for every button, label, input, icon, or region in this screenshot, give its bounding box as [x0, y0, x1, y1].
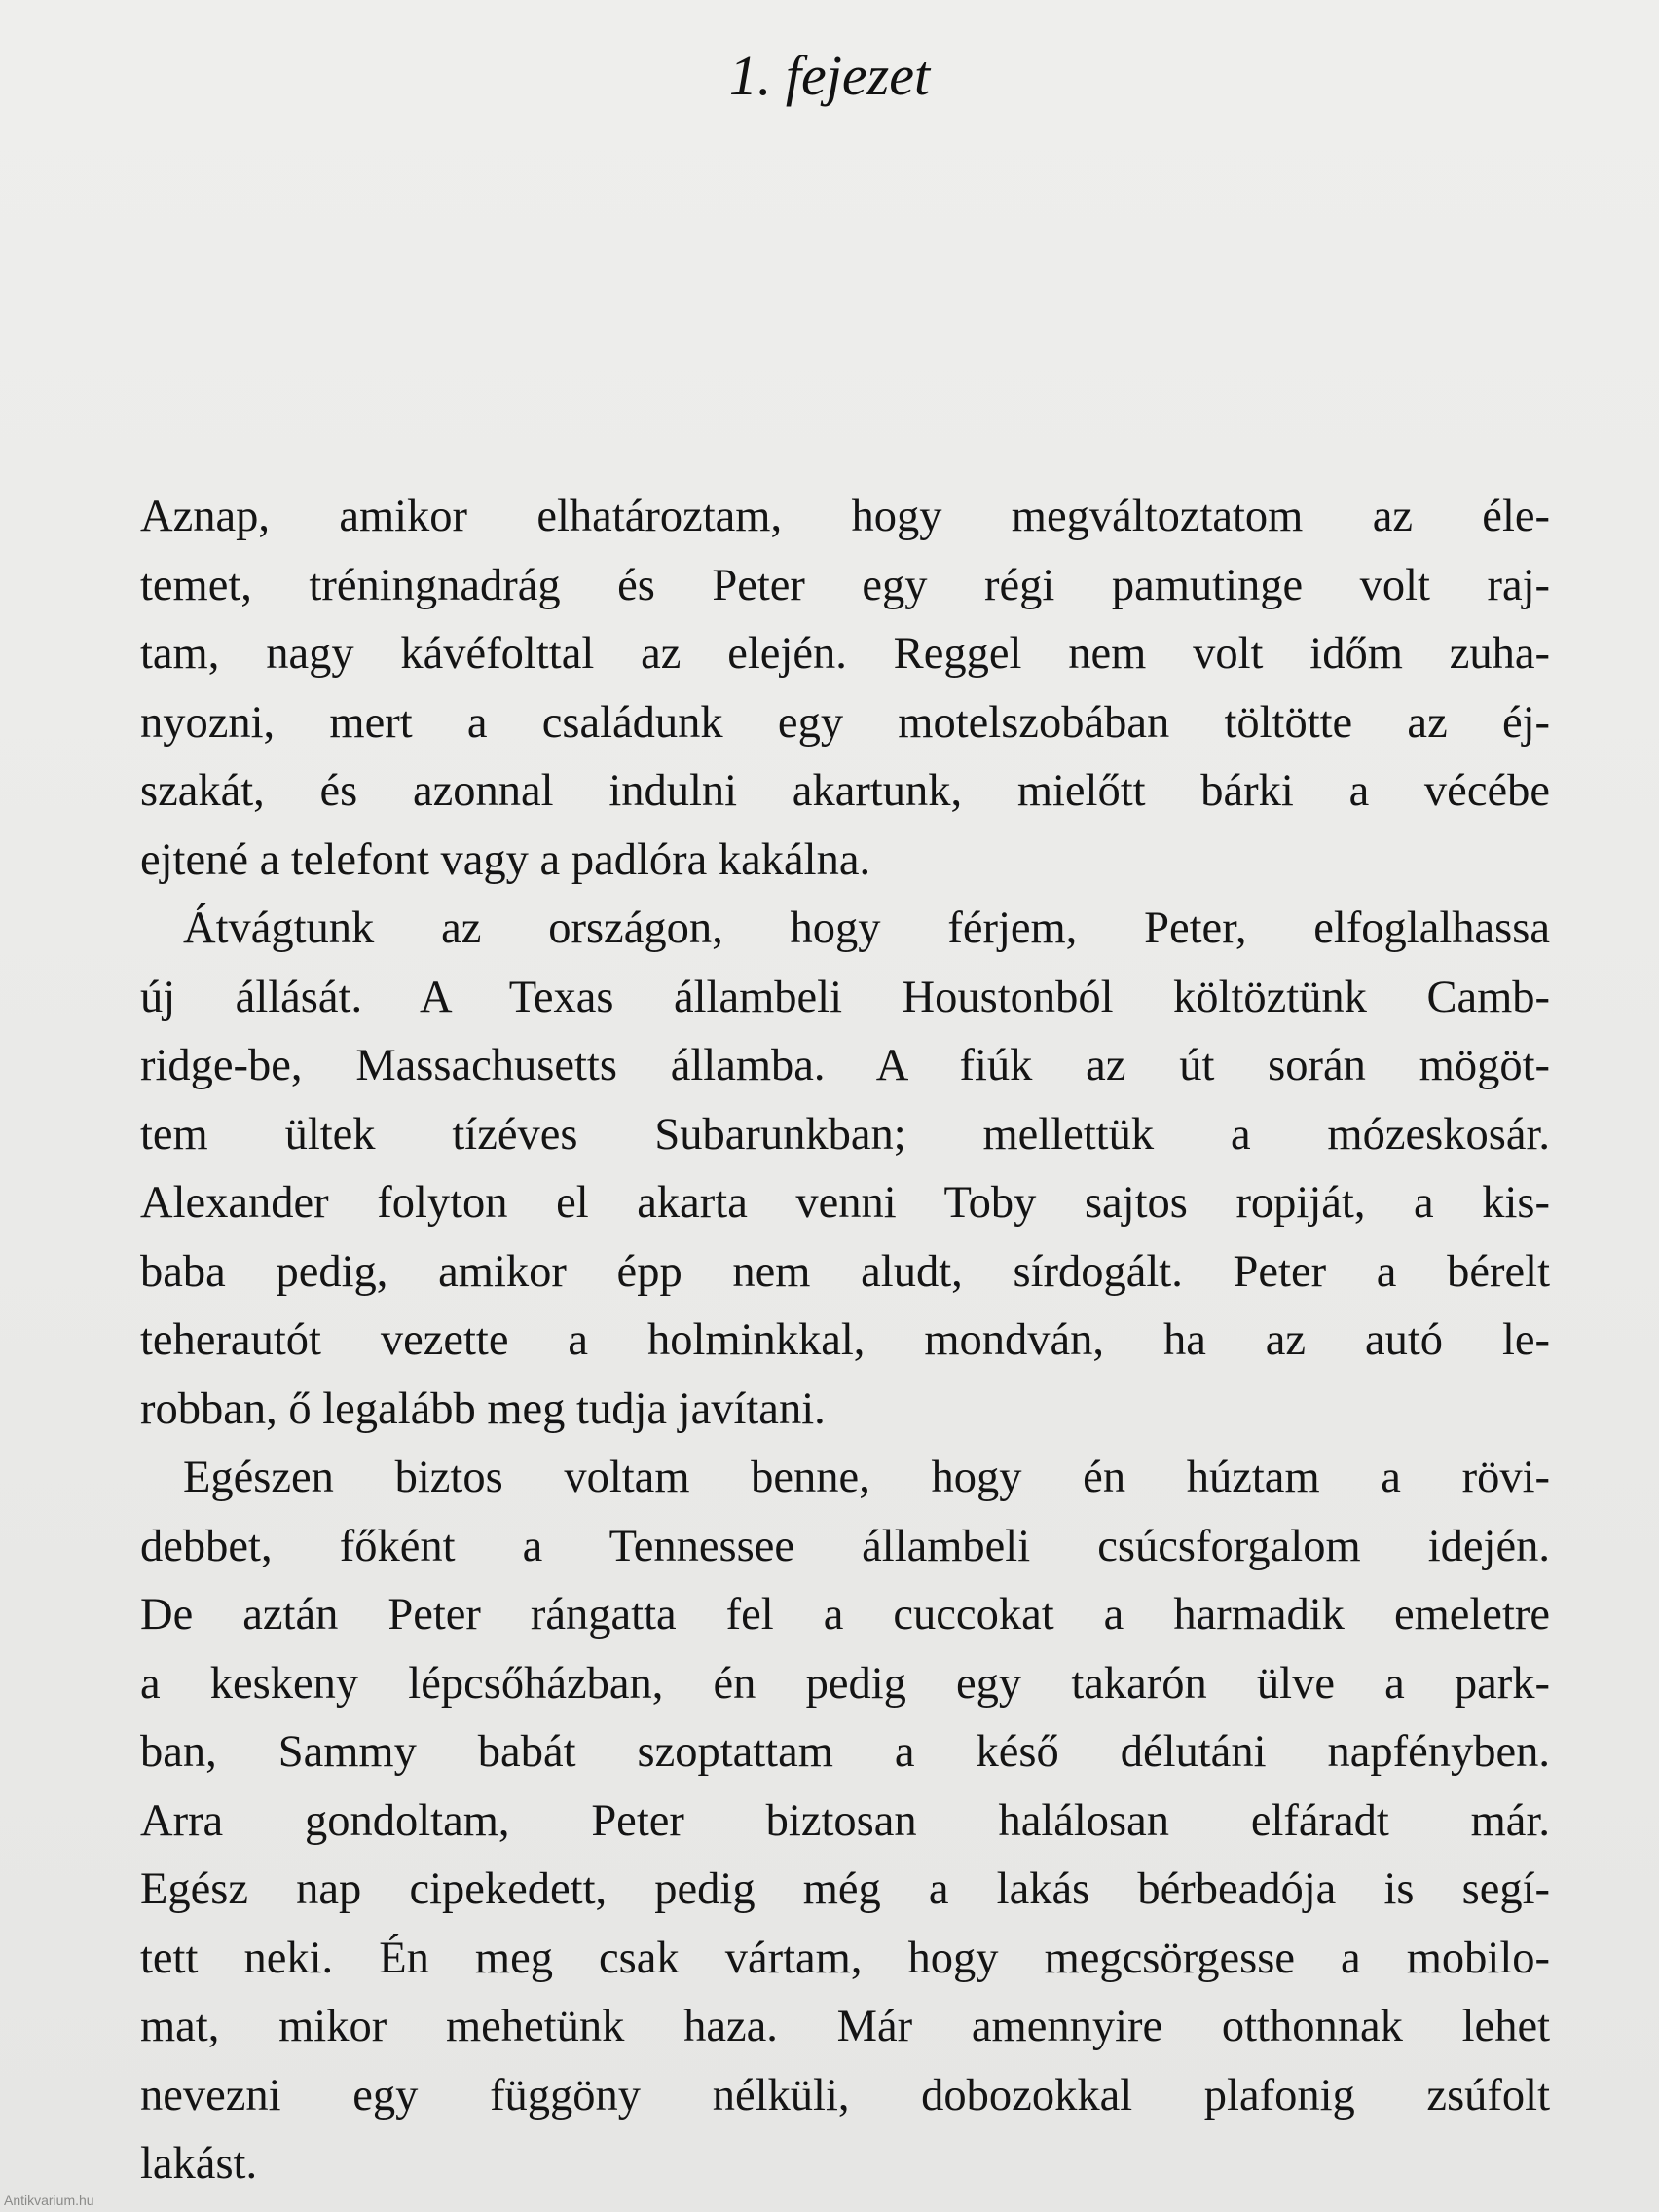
- text-line: Alexander folyton el akarta venni Toby sajtos ropiját, a kis-: [140, 1178, 1550, 1228]
- watermark: Antikvarium.hu: [4, 2193, 94, 2208]
- text-line: ridge-be, Massachusetts államba. A fiúk az út során mögöt-: [140, 1041, 1550, 1090]
- text-line: tem ültek tízéves Subarunkban; mellettük a mózeskosár.: [140, 1109, 1550, 1160]
- text-line: tett neki. Én meg csak vártam, hogy megcsörgesse a mobilo-: [140, 1933, 1550, 1983]
- text-line: új állását. A Texas állambeli Houstonból költöztünk Camb-: [140, 972, 1550, 1022]
- text-line: Egészen biztos voltam benne, hogy én húztam a rövi-: [183, 1453, 1550, 1502]
- text-line: szakát, és azonnal indulni akartunk, mielőtt bárki a vécébe: [140, 766, 1550, 816]
- paragraph-1: [140, 483, 1550, 895]
- text-line: temet, tréningnadrág és Peter egy régi pamutinge volt raj-: [140, 560, 1550, 610]
- text-line: teherautót vezette a holminkkal, mondván, ha az autó le-: [140, 1315, 1550, 1365]
- text-line: Arra gondoltam, Peter biztosan halálosan elfáradt már.: [140, 1795, 1550, 1846]
- text-line: ban, Sammy babát szoptattam a késő délutáni napfényben.: [140, 1727, 1550, 1777]
- text-line: lakást.: [140, 2139, 258, 2189]
- paragraph-2: [140, 895, 1550, 1444]
- text-line: Aznap, amikor elhatároztam, hogy megváltoztatom az éle-: [140, 492, 1550, 541]
- text-line: Átvágtunk az országon, hogy férjem, Peter, elfoglalhassa: [183, 903, 1550, 953]
- body-text: [140, 483, 1550, 2199]
- text-line: robban, ő legalább meg tudja javítani.: [140, 1383, 826, 1434]
- text-line: baba pedig, amikor épp nem aludt, sírdogált. Peter a bérelt: [140, 1246, 1550, 1297]
- text-line: debbet, főként a Tennessee állambeli csúcsforgalom idején.: [140, 1521, 1550, 1571]
- text-line: nyozni, mert a családunk egy motelszobában töltötte az éj-: [140, 697, 1550, 748]
- text-line: mat, mikor mehetünk haza. Már amennyire otthonnak lehet: [140, 2002, 1550, 2051]
- text-line: Egész nap cipekedett, pedig még a lakás bérbeadója is segí-: [140, 1864, 1550, 1914]
- text-line: nevezni egy függöny nélküli, dobozokkal plafonig zsúfolt: [140, 2070, 1550, 2120]
- paragraph-3: [140, 1444, 1550, 2199]
- chapter-title: 1. fejezet: [728, 44, 931, 107]
- text-line: a keskeny lépcsőházban, én pedig egy takarón ülve a park-: [140, 1658, 1550, 1709]
- text-line: ejtené a telefont vagy a padlóra kakálna.: [140, 834, 871, 885]
- text-line: tam, nagy kávéfolttal az elején. Reggel nem volt időm zuha-: [140, 629, 1550, 679]
- text-line: De aztán Peter rángatta fel a cuccokat a harmadik emeletre: [140, 1590, 1550, 1640]
